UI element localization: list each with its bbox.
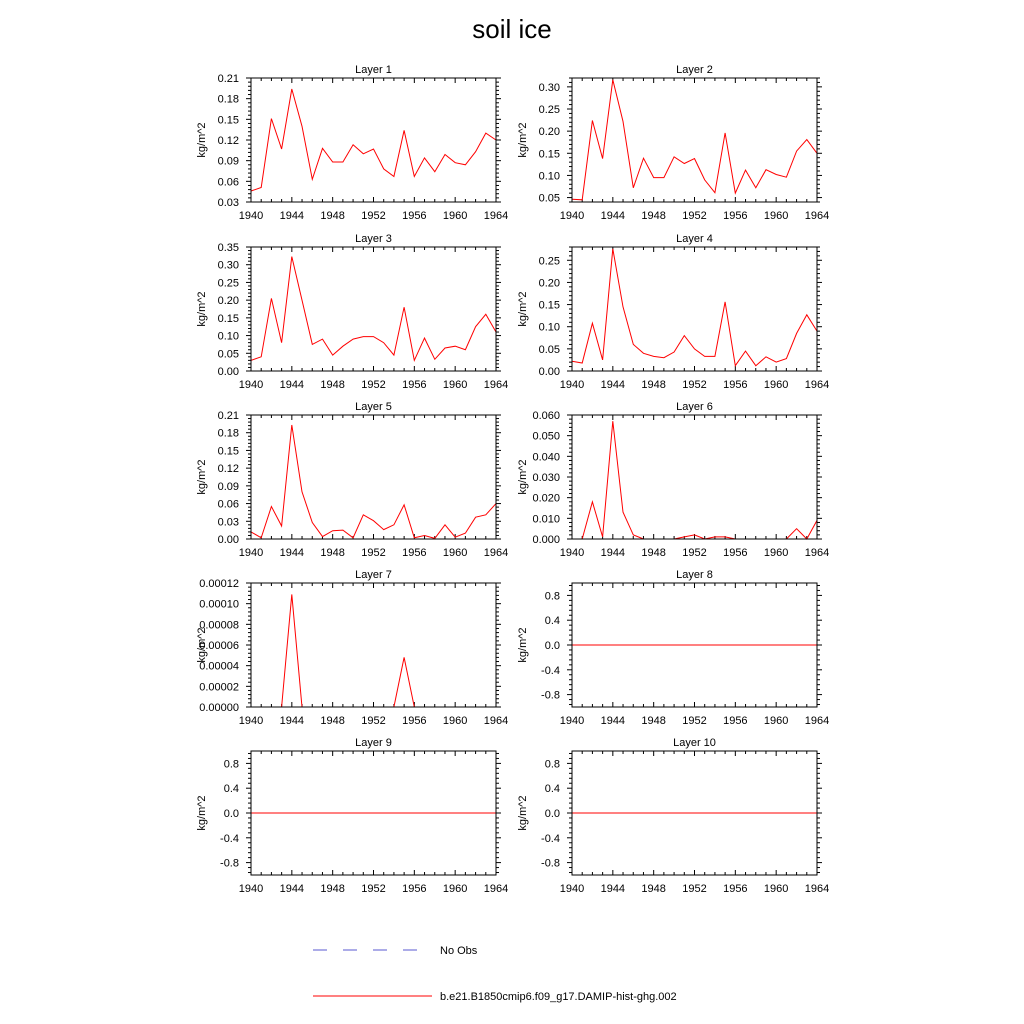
x-tick-label: 1956 (402, 883, 427, 895)
x-tick-label: 1944 (600, 379, 626, 391)
y-tick-label: 0.21 (217, 410, 239, 422)
y-tick-label: 0.18 (217, 93, 239, 106)
x-tick-label: 1940 (559, 379, 585, 391)
y-tick-label: 0.21 (217, 73, 239, 85)
x-tick-label: 1956 (723, 379, 748, 391)
x-tick-label: 1964 (483, 715, 509, 727)
x-tick-label: 1952 (361, 883, 386, 895)
x-tick-label: 1956 (402, 547, 427, 559)
series-line (251, 594, 496, 707)
y-tick-label: 0.05 (217, 348, 239, 361)
y-tick-label: 0.03 (217, 516, 239, 529)
y-tick-label: 0.000 (532, 534, 560, 546)
x-tick-label: 1952 (682, 210, 707, 222)
y-tick-label: 0.18 (217, 427, 239, 440)
x-tick-label: 1960 (442, 210, 468, 222)
y-tick-label: 0.15 (217, 114, 239, 127)
y-axis-label: kg/m^2 (196, 795, 208, 831)
chart-layer-2 (517, 64, 829, 222)
y-tick-label: 0.010 (532, 513, 560, 526)
legend-model-label: b.e21.B1850cmip6.f09_g17.DAMIP-hist-ghg.002 (440, 991, 677, 1003)
x-tick-label: 1956 (402, 379, 427, 391)
y-tick-label: 0.15 (217, 445, 239, 458)
plot-frame (572, 415, 817, 539)
y-tick-label: -0.8 (541, 857, 560, 870)
x-tick-label: 1940 (559, 210, 585, 222)
y-axis-label: kg/m^2 (196, 122, 208, 158)
x-tick-label: 1952 (361, 210, 386, 222)
x-tick-label: 1944 (600, 715, 626, 727)
plot-frame (572, 247, 817, 371)
x-tick-label: 1956 (723, 883, 748, 895)
chart-layer-6 (517, 401, 829, 559)
page-title: soil ice (472, 14, 552, 44)
x-tick-label: 1960 (442, 379, 468, 391)
x-tick-label: 1940 (238, 210, 264, 222)
x-tick-label: 1952 (682, 379, 707, 391)
x-tick-label: 1960 (763, 715, 789, 727)
y-tick-label: -0.8 (541, 689, 560, 702)
x-tick-label: 1940 (559, 883, 585, 895)
x-tick-label: 1948 (320, 547, 345, 559)
x-tick-label: 1944 (279, 547, 305, 559)
y-tick-label: 0.20 (538, 126, 560, 139)
x-tick-label: 1952 (361, 379, 386, 391)
chart-layer-3 (196, 233, 508, 391)
plot-frame (572, 78, 817, 202)
y-tick-label: 0.12 (217, 135, 239, 147)
chart-layer-4 (517, 233, 829, 391)
y-tick-label: 0.050 (532, 430, 560, 443)
y-tick-label: 0.00012 (199, 578, 239, 590)
x-tick-label: 1948 (320, 210, 345, 222)
chart-title: Layer 10 (673, 737, 716, 749)
y-tick-label: 0.20 (538, 277, 560, 290)
series-line (251, 425, 496, 538)
plot-frame (251, 583, 496, 707)
x-tick-label: 1948 (641, 883, 666, 895)
y-tick-label: 0.4 (223, 783, 239, 796)
x-tick-label: 1956 (723, 547, 748, 559)
y-tick-label: 0.10 (538, 170, 560, 183)
chart-layer-10 (517, 737, 829, 895)
x-tick-label: 1960 (763, 210, 789, 222)
x-tick-label: 1952 (361, 547, 386, 559)
y-tick-label: 0.12 (217, 463, 239, 476)
x-tick-label: 1948 (641, 210, 666, 222)
x-tick-label: 1956 (723, 715, 748, 727)
y-tick-label: 0.06 (217, 498, 239, 511)
y-tick-label: 0.00010 (199, 598, 239, 611)
plot-frame (251, 247, 496, 371)
y-tick-label: 0.00006 (199, 640, 239, 652)
y-tick-label: 0.00 (538, 366, 560, 378)
x-tick-label: 1940 (238, 883, 264, 895)
y-axis-label: kg/m^2 (196, 291, 208, 327)
x-tick-label: 1944 (600, 883, 626, 895)
x-tick-label: 1964 (483, 379, 509, 391)
y-tick-label: 0.020 (532, 492, 560, 505)
x-tick-label: 1944 (600, 210, 626, 222)
x-tick-label: 1952 (682, 547, 707, 559)
y-tick-label: 0.8 (544, 590, 560, 603)
y-tick-label: 0.030 (532, 472, 560, 484)
y-tick-label: 0.00004 (199, 660, 239, 673)
y-tick-label: 0.30 (538, 81, 560, 94)
x-tick-label: 1964 (804, 210, 830, 222)
plot-frame (251, 78, 496, 202)
y-tick-label: 0.060 (532, 410, 560, 422)
y-tick-label: 0.15 (538, 148, 560, 161)
y-tick-label: 0.00002 (199, 681, 239, 694)
x-tick-label: 1948 (320, 883, 345, 895)
chart-title: Layer 5 (355, 401, 392, 413)
y-axis-label: kg/m^2 (517, 627, 529, 663)
x-tick-label: 1964 (804, 379, 830, 391)
y-tick-label: 0.0 (223, 808, 239, 820)
y-tick-label: 0.8 (223, 758, 239, 771)
x-tick-label: 1952 (682, 883, 707, 895)
y-axis-label: kg/m^2 (517, 795, 529, 831)
x-tick-label: 1944 (279, 715, 305, 727)
x-tick-label: 1964 (804, 547, 830, 559)
y-tick-label: 0.4 (544, 783, 560, 796)
y-tick-label: 0.10 (538, 321, 560, 334)
x-tick-label: 1956 (723, 210, 748, 222)
series-line (572, 249, 817, 366)
chart-title: Layer 4 (676, 233, 713, 245)
y-tick-label: 0.00 (217, 534, 239, 546)
x-tick-label: 1956 (402, 210, 427, 222)
x-tick-label: 1964 (483, 547, 509, 559)
x-tick-label: 1960 (763, 883, 789, 895)
y-tick-label: 0.15 (538, 299, 560, 312)
x-tick-label: 1952 (361, 715, 386, 727)
x-tick-label: 1960 (442, 715, 468, 727)
y-tick-label: 0.0 (544, 640, 560, 652)
chart-layer-5 (196, 401, 508, 559)
x-tick-label: 1960 (442, 883, 468, 895)
x-tick-label: 1964 (804, 883, 830, 895)
x-tick-label: 1964 (483, 883, 509, 895)
y-tick-label: 0.15 (217, 312, 239, 325)
y-tick-label: 0.8 (544, 758, 560, 771)
x-tick-label: 1940 (559, 547, 585, 559)
x-tick-label: 1960 (442, 547, 468, 559)
chart-title: Layer 1 (355, 64, 392, 76)
x-tick-label: 1948 (320, 379, 345, 391)
y-axis-label: kg/m^2 (517, 459, 529, 495)
y-tick-label: 0.09 (217, 480, 239, 493)
y-tick-label: 0.00000 (199, 702, 239, 714)
y-axis-label: kg/m^2 (517, 291, 529, 327)
x-tick-label: 1940 (238, 715, 264, 727)
series-line (572, 421, 817, 539)
y-tick-label: -0.4 (541, 664, 560, 677)
x-tick-label: 1944 (279, 210, 305, 222)
y-axis-label: kg/m^2 (517, 122, 529, 158)
x-tick-label: 1948 (641, 715, 666, 727)
y-tick-label: 0.35 (217, 242, 239, 254)
y-tick-label: -0.4 (541, 832, 560, 845)
x-tick-label: 1956 (402, 715, 427, 727)
y-tick-label: 0.09 (217, 155, 239, 168)
chart-title: Layer 8 (676, 569, 713, 581)
y-tick-label: 0.06 (217, 176, 239, 189)
y-tick-label: 0.25 (538, 255, 560, 268)
legend-obs-label: No Obs (440, 945, 478, 957)
x-tick-label: 1948 (641, 547, 666, 559)
chart-layer-1 (196, 64, 508, 222)
y-tick-label: 0.30 (217, 259, 239, 272)
y-tick-label: 0.00 (217, 366, 239, 378)
series-line (251, 257, 496, 361)
y-axis-label: kg/m^2 (196, 627, 208, 663)
y-tick-label: -0.8 (220, 857, 239, 870)
x-tick-label: 1940 (238, 547, 264, 559)
y-tick-label: -0.4 (220, 832, 239, 845)
y-tick-label: 0.00008 (199, 619, 239, 632)
x-tick-label: 1944 (600, 547, 626, 559)
x-tick-label: 1960 (763, 379, 789, 391)
x-tick-label: 1944 (279, 883, 305, 895)
x-tick-label: 1960 (763, 547, 789, 559)
chart-title: Layer 2 (676, 64, 713, 76)
y-tick-label: 0.0 (544, 808, 560, 820)
y-tick-label: 0.03 (217, 197, 239, 209)
x-tick-label: 1952 (682, 715, 707, 727)
chart-layer-7 (196, 569, 508, 727)
series-line (251, 89, 496, 191)
series-line (572, 80, 817, 200)
chart-title: Layer 3 (355, 233, 392, 245)
y-axis-label: kg/m^2 (196, 459, 208, 495)
chart-layer-9 (196, 737, 508, 895)
y-tick-label: 0.040 (532, 451, 560, 464)
x-tick-label: 1964 (483, 210, 509, 222)
x-tick-label: 1940 (238, 379, 264, 391)
chart-title: Layer 6 (676, 401, 713, 413)
x-tick-label: 1944 (279, 379, 305, 391)
x-tick-label: 1948 (320, 715, 345, 727)
y-tick-label: 0.25 (217, 277, 239, 290)
chart-title: Layer 7 (355, 569, 392, 581)
x-tick-label: 1964 (804, 715, 830, 727)
y-tick-label: 0.4 (544, 615, 560, 628)
y-tick-label: 0.10 (217, 330, 239, 343)
y-tick-label: 0.25 (538, 104, 560, 116)
y-tick-label: 0.05 (538, 343, 560, 356)
y-tick-label: 0.20 (217, 295, 239, 308)
chart-layer-8 (517, 569, 829, 727)
chart-title: Layer 9 (355, 737, 392, 749)
legend (313, 945, 677, 1003)
x-tick-label: 1940 (559, 715, 585, 727)
y-tick-label: 0.05 (538, 192, 560, 205)
x-tick-label: 1948 (641, 379, 666, 391)
